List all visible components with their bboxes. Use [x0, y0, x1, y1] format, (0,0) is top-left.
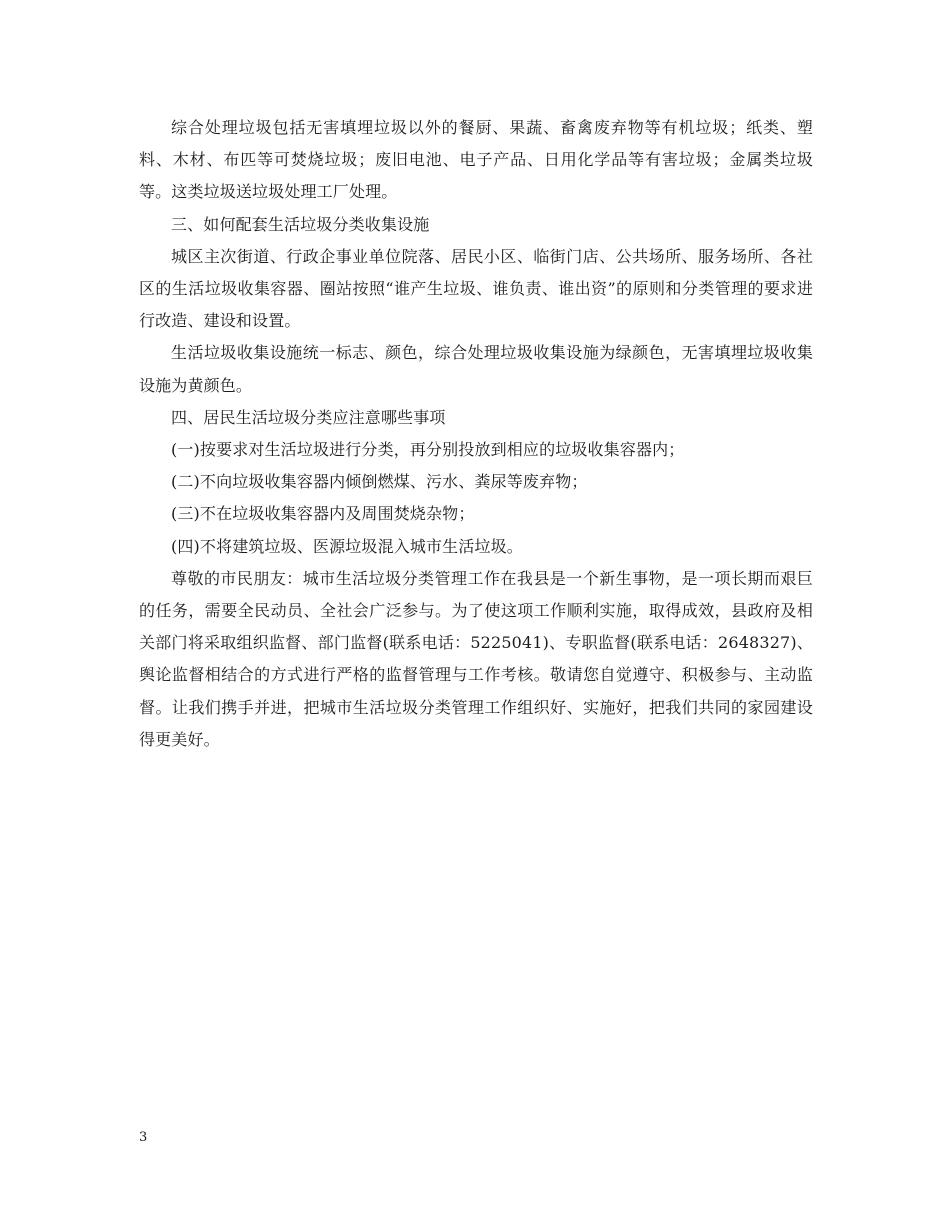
paragraph-facility-colors: 生活垃圾收集设施统一标志、颜色，综合处理垃圾收集设施为绿颜色，无害填埋垃圾收集设施为黄颜色。: [139, 343, 813, 395]
paragraph-collection-facilities: 城区主次街道、行政企事业单位院落、居民小区、临街门店、公共场所、服务场所、各社区的生活垃圾收集容器、圈站按照“谁产生垃圾、谁负责、谁出资”的原则和分类管理的要求进行改造、建设和设置。: [139, 246, 813, 331]
document-body: [139, 112, 813, 756]
list-item-four: (四)不将建筑垃圾、医源垃圾混入城市生活垃圾。: [171, 536, 523, 556]
list-item-three: (三)不在垃圾收集容器内及周围焚烧杂物；: [171, 504, 475, 524]
list-item-one: (一)按要求对生活垃圾进行分类，再分别投放到相应的垃圾收集容器内；: [171, 440, 685, 460]
heading-section-four: 四、居民生活垃圾分类应注意哪些事项: [171, 407, 446, 427]
paragraph-closing-appeal: 尊敬的市民朋友：城市生活垃圾分类管理工作在我县是一个新生事物，是一项长期而艰巨的任务，需要全民动员、全社会广泛参与。为了使这项工作顺利实施，取得成效，县政府及相关部门将采取组织监督、部门监督(联系电话：5225041)、专职监督(联系电话：2648327)、舆论监督相结合的方式进行严格的监督管理与工作考核。敬请您自觉遵守、积极参与、主动监督。让我们携手并进，把城市生活垃圾分类管理工作组织好、实施好，把我们共同的家园建设得更美好。: [139, 568, 813, 749]
page-number: 3: [139, 1130, 148, 1145]
list-item-two: (二)不向垃圾收集容器内倾倒燃煤、污水、粪尿等废弃物；: [171, 472, 588, 492]
paragraph-composite-waste: 综合处理垃圾包括无害填埋垃圾以外的餐厨、果蔬、畜禽废弃物等有机垃圾；纸类、塑料、木材、布匹等可焚烧垃圾；废旧电池、电子产品、日用化学品等有害垃圾；金属类垃圾等。这类垃圾送垃圾处理工厂处理。: [139, 118, 813, 202]
heading-section-three: 三、如何配套生活垃圾分类收集设施: [171, 214, 430, 234]
